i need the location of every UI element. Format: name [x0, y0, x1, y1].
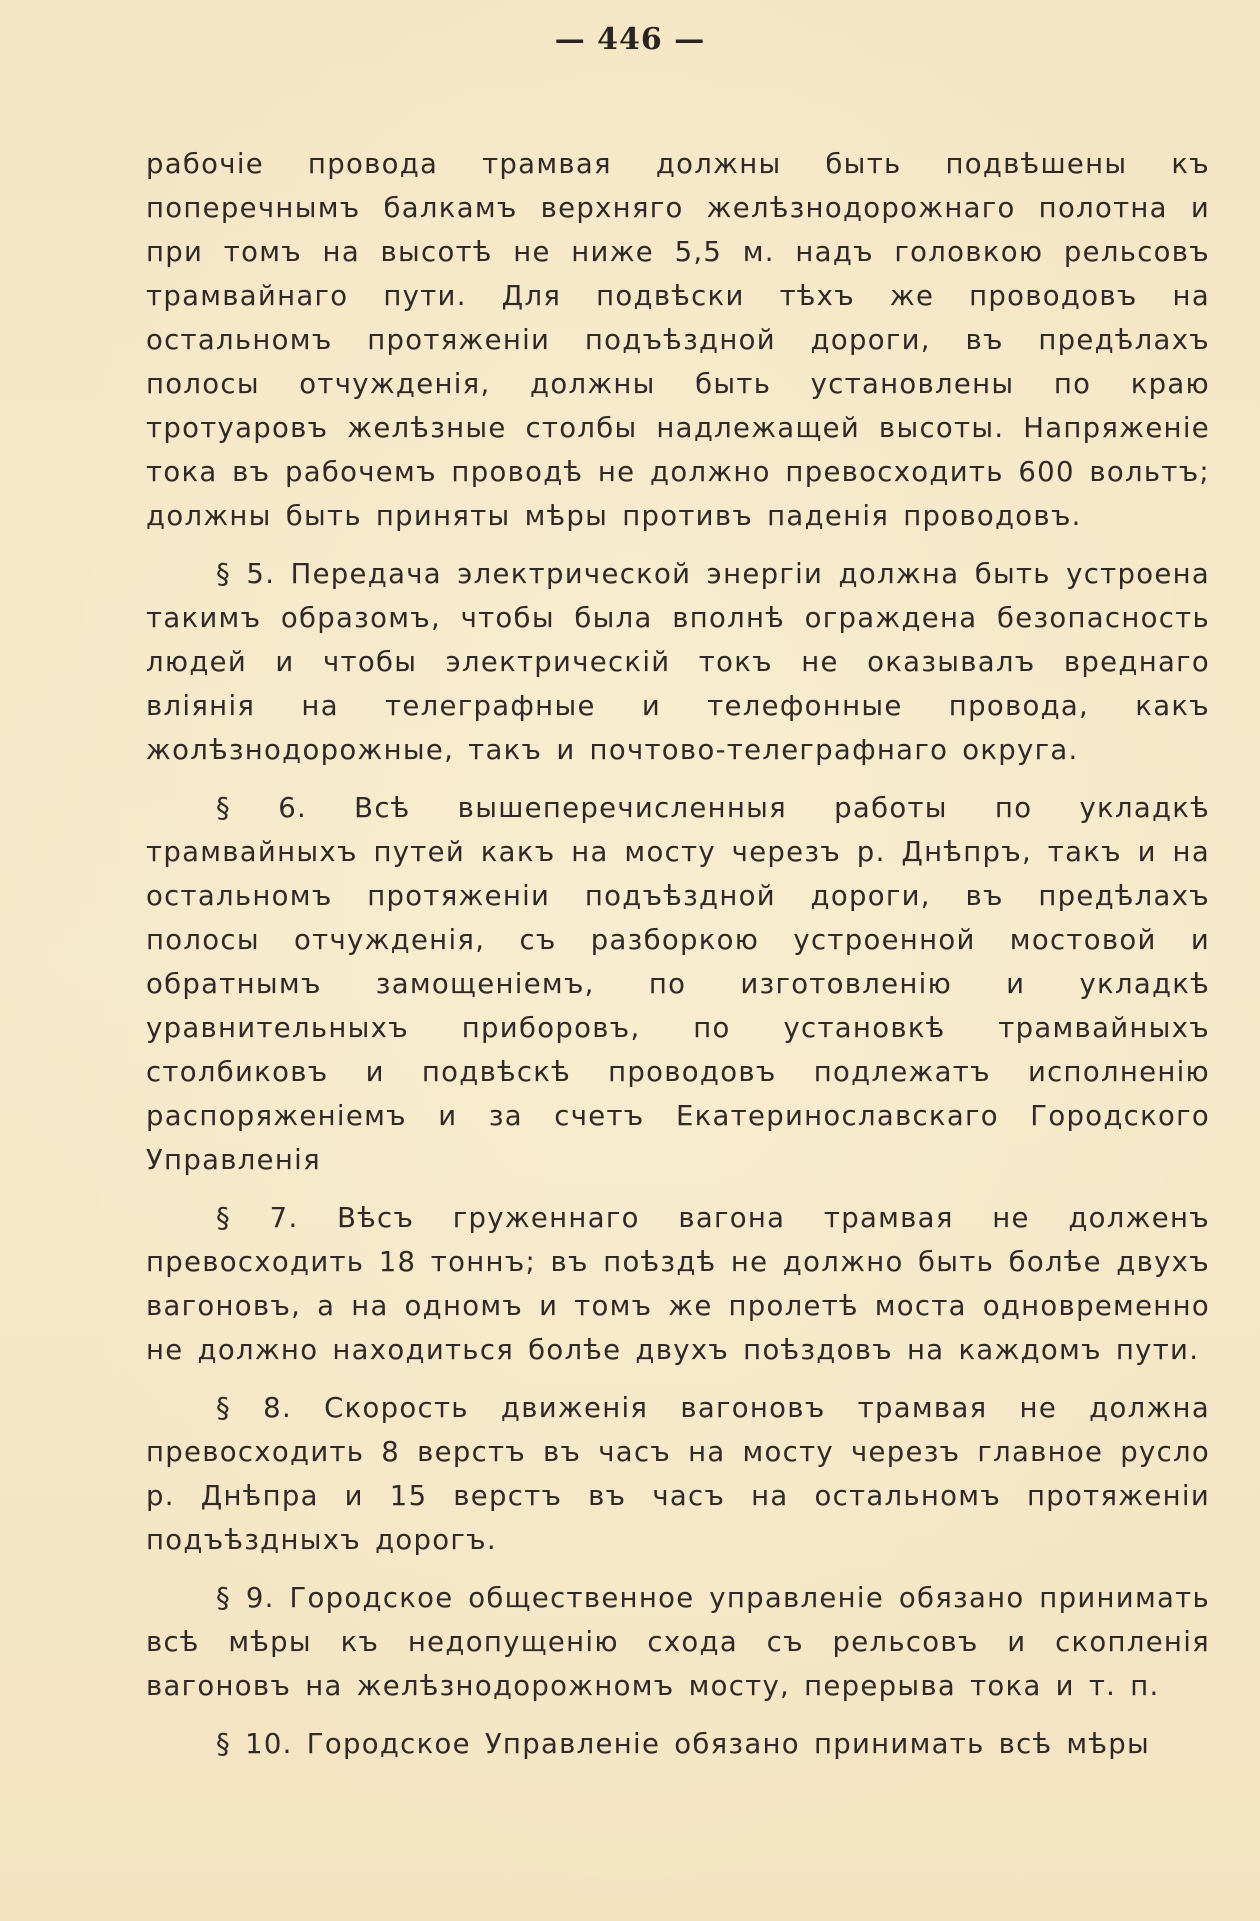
paragraph-section-5: § 5. Передача электрической энергіи должна быть устроена такимъ образомъ, чтобы была вполнѣ ограждена безопасность людей и чтобы электрическій токъ не оказывалъ вреднаго вліянія на телеграфные и телефонные провода, какъ жолѣзнодорожные, такъ и почтово-телеграфнаго округа. [146, 558, 1210, 766]
body-text [146, 142, 1210, 1766]
page-number: — 446 — [554, 22, 706, 57]
paragraph-continuation: рабочіе провода трамвая должны быть подвѣшены къ поперечнымъ балкамъ верхняго желѣзнодорожнаго полотна и при томъ на высотѣ не ниже 5,5 м. надъ головкою рельсовъ трамвайнаго пути. Для подвѣски тѣхъ же проводовъ на остальномъ протяженіи подъѣздной дороги, въ предѣлахъ полосы отчужденія, должны быть установлены по краю тротуаровъ желѣзные столбы надлежащей высоты. Напряженіе тока въ рабочемъ проводѣ не должно превосходить 600 вольтъ; должны быть приняты мѣры противъ паденія проводовъ. [146, 148, 1210, 532]
paragraph-section-7: § 7. Вѣсъ груженнаго вагона трамвая не долженъ превосходить 18 тоннъ; въ поѣздѣ не должно быть болѣе двухъ вагоновъ, а на одномъ и томъ же пролетѣ моста одновременно не должно находиться болѣе двухъ поѣздовъ на каждомъ пути. [146, 1202, 1210, 1366]
paragraph-section-8: § 8. Скорость движенія вагоновъ трамвая не должна превосходить 8 верстъ въ часъ на мосту черезъ главное русло р. Днѣпра и 15 верстъ въ часъ на остальномъ протяженіи подъѣздныхъ дорогъ. [146, 1392, 1210, 1556]
paragraph-section-6: § 6. Всѣ вышеперечисленныя работы по укладкѣ трамвайныхъ путей какъ на мосту черезъ р. Днѣпръ, такъ и на остальномъ протяженіи подъѣздной дороги, въ предѣлахъ полосы отчужденія, съ разборкою устроенной мостовой и обратнымъ замощеніемъ, по изготовленію и укладкѣ уравнительныхъ приборовъ, по установкѣ трамвайныхъ столбиковъ и подвѣскѣ проводовъ подлежатъ исполненію распоряженіемъ и за счетъ Екатеринославскаго Городского Управленія [146, 792, 1210, 1176]
paragraph-section-10: § 10. Городское Управленіе обязано принимать всѣ мѣры [216, 1728, 1151, 1760]
paragraph-section-9: § 9. Городское общественное управленіе обязано принимать всѣ мѣры къ недопущенію схода съ рельсовъ и скопленія вагоновъ на желѣзнодорожномъ мосту, перерыва тока и т. п. [146, 1582, 1210, 1702]
